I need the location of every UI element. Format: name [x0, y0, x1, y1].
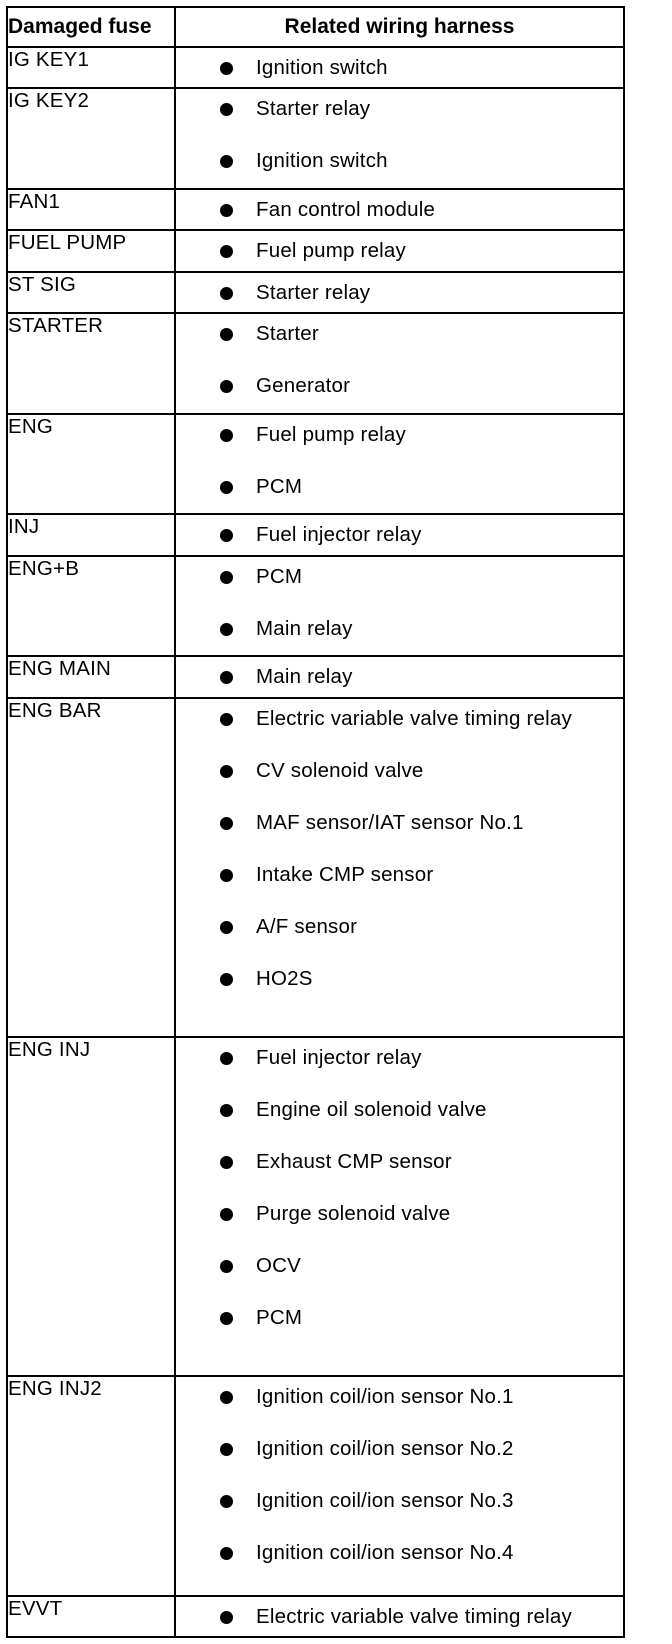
- harness-item-label: Fuel pump relay: [256, 239, 406, 263]
- table-row: [7, 1376, 624, 1596]
- harness-item-label: Fuel injector relay: [256, 1045, 422, 1069]
- table-header-row: [7, 7, 624, 47]
- table-row: [7, 656, 624, 697]
- bullet-icon: [220, 204, 233, 217]
- related-harness-cell: [175, 313, 624, 414]
- harness-list-item: [176, 563, 623, 591]
- bullet-icon: [220, 1052, 233, 1065]
- damaged-fuse-cell: FUEL PUMP: [7, 230, 175, 271]
- table-row: [7, 47, 624, 88]
- harness-list-item: [176, 1539, 623, 1567]
- table-row: [7, 313, 624, 414]
- table-row: [7, 189, 624, 230]
- bullet-icon: [220, 571, 233, 584]
- related-harness-cell: [175, 189, 624, 230]
- damaged-fuse-cell: IG KEY2: [7, 88, 175, 189]
- bullet-icon: [220, 1156, 233, 1169]
- harness-list-item: [176, 1044, 623, 1072]
- bullet-icon: [220, 155, 233, 168]
- harness-list: [176, 515, 623, 549]
- damaged-fuse-cell: INJ: [7, 514, 175, 555]
- table-row: [7, 698, 624, 1037]
- table-row: [7, 230, 624, 271]
- bullet-icon: [220, 973, 233, 986]
- harness-item-label: Main relay: [256, 665, 353, 689]
- table-row: [7, 1037, 624, 1376]
- header-related-wiring-harness: Related wiring harness: [175, 7, 624, 47]
- bullet-icon: [220, 1208, 233, 1221]
- related-harness-cell: [175, 47, 624, 88]
- related-harness-cell: [175, 230, 624, 271]
- harness-item-label: OCV: [256, 1253, 302, 1277]
- bullet-icon: [220, 1495, 233, 1508]
- harness-item-label: Fan control module: [256, 198, 436, 222]
- harness-list-item: [176, 421, 623, 449]
- bullet-icon: [220, 429, 233, 442]
- harness-list-item: [176, 861, 623, 889]
- bullet-icon: [220, 103, 233, 116]
- harness-item-label: MAF sensor/IAT sensor No.1: [256, 810, 524, 834]
- harness-list: [176, 557, 623, 643]
- table-row: [7, 88, 624, 189]
- harness-list: [176, 699, 623, 993]
- harness-list-item: [176, 757, 623, 785]
- harness-item-label: Intake CMP sensor: [256, 862, 434, 886]
- harness-item-label: A/F sensor: [256, 914, 358, 938]
- harness-list-item: [176, 965, 623, 993]
- table-row: [7, 556, 624, 657]
- harness-list-item: [176, 615, 623, 643]
- table-row: [7, 514, 624, 555]
- harness-item-label: PCM: [256, 474, 303, 498]
- harness-list: [176, 657, 623, 691]
- fuse-harness-table: [6, 6, 625, 1638]
- harness-item-label: Starter relay: [256, 280, 371, 304]
- damaged-fuse-cell: ST SIG: [7, 272, 175, 313]
- bullet-icon: [220, 713, 233, 726]
- harness-item-label: Ignition switch: [256, 149, 388, 173]
- harness-list: [176, 273, 623, 307]
- harness-list: [176, 231, 623, 265]
- damaged-fuse-cell: IG KEY1: [7, 47, 175, 88]
- harness-item-label: Fuel injector relay: [256, 523, 422, 547]
- harness-list-item: [176, 1096, 623, 1124]
- harness-list-item: [176, 663, 623, 691]
- harness-list-item: [176, 1603, 623, 1631]
- harness-list-item: [176, 521, 623, 549]
- harness-list-item: [176, 1200, 623, 1228]
- related-harness-cell: [175, 514, 624, 555]
- bullet-icon: [220, 623, 233, 636]
- harness-item-label: Fuel pump relay: [256, 422, 406, 446]
- harness-item-label: PCM: [256, 1305, 303, 1329]
- harness-list: [176, 1597, 623, 1631]
- damaged-fuse-cell: ENG BAR: [7, 698, 175, 1037]
- harness-item-label: Ignition coil/ion sensor No.1: [256, 1384, 514, 1408]
- related-harness-cell: [175, 1037, 624, 1376]
- related-harness-cell: [175, 414, 624, 515]
- harness-item-label: PCM: [256, 564, 303, 588]
- harness-list-item: [176, 320, 623, 348]
- harness-list-item: [176, 54, 623, 82]
- harness-list: [176, 314, 623, 400]
- harness-list: [176, 48, 623, 82]
- header-damaged-fuse: Damaged fuse: [7, 7, 175, 47]
- bullet-icon: [220, 481, 233, 494]
- harness-list-item: [176, 1383, 623, 1411]
- related-harness-cell: [175, 556, 624, 657]
- table-row: [7, 272, 624, 313]
- related-harness-cell: [175, 1376, 624, 1596]
- harness-list-item: [176, 372, 623, 400]
- bullet-icon: [220, 1547, 233, 1560]
- harness-list-item: [176, 473, 623, 501]
- harness-list: [176, 1377, 623, 1567]
- bullet-icon: [220, 765, 233, 778]
- harness-list: [176, 190, 623, 224]
- damaged-fuse-cell: FAN1: [7, 189, 175, 230]
- harness-list-item: [176, 95, 623, 123]
- harness-list-item: [176, 809, 623, 837]
- harness-item-label: Ignition coil/ion sensor No.2: [256, 1436, 514, 1460]
- harness-list-item: [176, 705, 623, 733]
- bullet-icon: [220, 869, 233, 882]
- harness-list-item: [176, 279, 623, 307]
- damaged-fuse-cell: STARTER: [7, 313, 175, 414]
- bullet-icon: [220, 817, 233, 830]
- harness-list: [176, 415, 623, 501]
- harness-item-label: HO2S: [256, 966, 313, 990]
- damaged-fuse-cell: ENG+B: [7, 556, 175, 657]
- bullet-icon: [220, 287, 233, 300]
- damaged-fuse-cell: EVVT: [7, 1596, 175, 1637]
- bullet-icon: [220, 380, 233, 393]
- harness-list-item: [176, 913, 623, 941]
- bullet-icon: [220, 1104, 233, 1117]
- bullet-icon: [220, 1260, 233, 1273]
- harness-list: [176, 89, 623, 175]
- harness-item-label: Ignition coil/ion sensor No.3: [256, 1488, 514, 1512]
- harness-list-item: [176, 237, 623, 265]
- related-harness-cell: [175, 1596, 624, 1637]
- table-row: [7, 414, 624, 515]
- harness-list-item: [176, 1148, 623, 1176]
- bullet-icon: [220, 328, 233, 341]
- bullet-icon: [220, 245, 233, 258]
- damaged-fuse-cell: ENG INJ2: [7, 1376, 175, 1596]
- harness-item-label: Electric variable valve timing relay: [256, 1604, 572, 1628]
- harness-item-label: Electric variable valve timing relay: [256, 706, 572, 730]
- table-row: [7, 1596, 624, 1637]
- harness-list: [176, 1038, 623, 1332]
- damaged-fuse-cell: ENG: [7, 414, 175, 515]
- related-harness-cell: [175, 698, 624, 1037]
- table-body: [7, 47, 624, 1637]
- harness-list-item: [176, 1435, 623, 1463]
- related-harness-cell: [175, 272, 624, 313]
- harness-list-item: [176, 147, 623, 175]
- harness-list-item: [176, 1487, 623, 1515]
- harness-list-item: [176, 1252, 623, 1280]
- damaged-fuse-cell: ENG MAIN: [7, 656, 175, 697]
- bullet-icon: [220, 671, 233, 684]
- harness-item-label: Starter relay: [256, 97, 371, 121]
- harness-item-label: Purge solenoid valve: [256, 1201, 451, 1225]
- harness-item-label: CV solenoid valve: [256, 758, 424, 782]
- harness-list-item: [176, 1304, 623, 1332]
- bullet-icon: [220, 62, 233, 75]
- related-harness-cell: [175, 656, 624, 697]
- bullet-icon: [220, 1611, 233, 1624]
- harness-item-label: Ignition switch: [256, 56, 388, 79]
- harness-item-label: Generator: [256, 373, 351, 397]
- harness-item-label: Engine oil solenoid valve: [256, 1097, 487, 1121]
- bullet-icon: [220, 529, 233, 542]
- bullet-icon: [220, 1443, 233, 1456]
- bullet-icon: [220, 1312, 233, 1325]
- harness-list-item: [176, 196, 623, 224]
- harness-item-label: Main relay: [256, 616, 353, 640]
- harness-item-label: Exhaust CMP sensor: [256, 1149, 452, 1173]
- harness-item-label: Ignition coil/ion sensor No.4: [256, 1540, 514, 1564]
- bullet-icon: [220, 921, 233, 934]
- related-harness-cell: [175, 88, 624, 189]
- damaged-fuse-cell: ENG INJ: [7, 1037, 175, 1376]
- harness-item-label: Starter: [256, 321, 319, 345]
- bullet-icon: [220, 1391, 233, 1404]
- fuse-table-sheet: [6, 6, 623, 1638]
